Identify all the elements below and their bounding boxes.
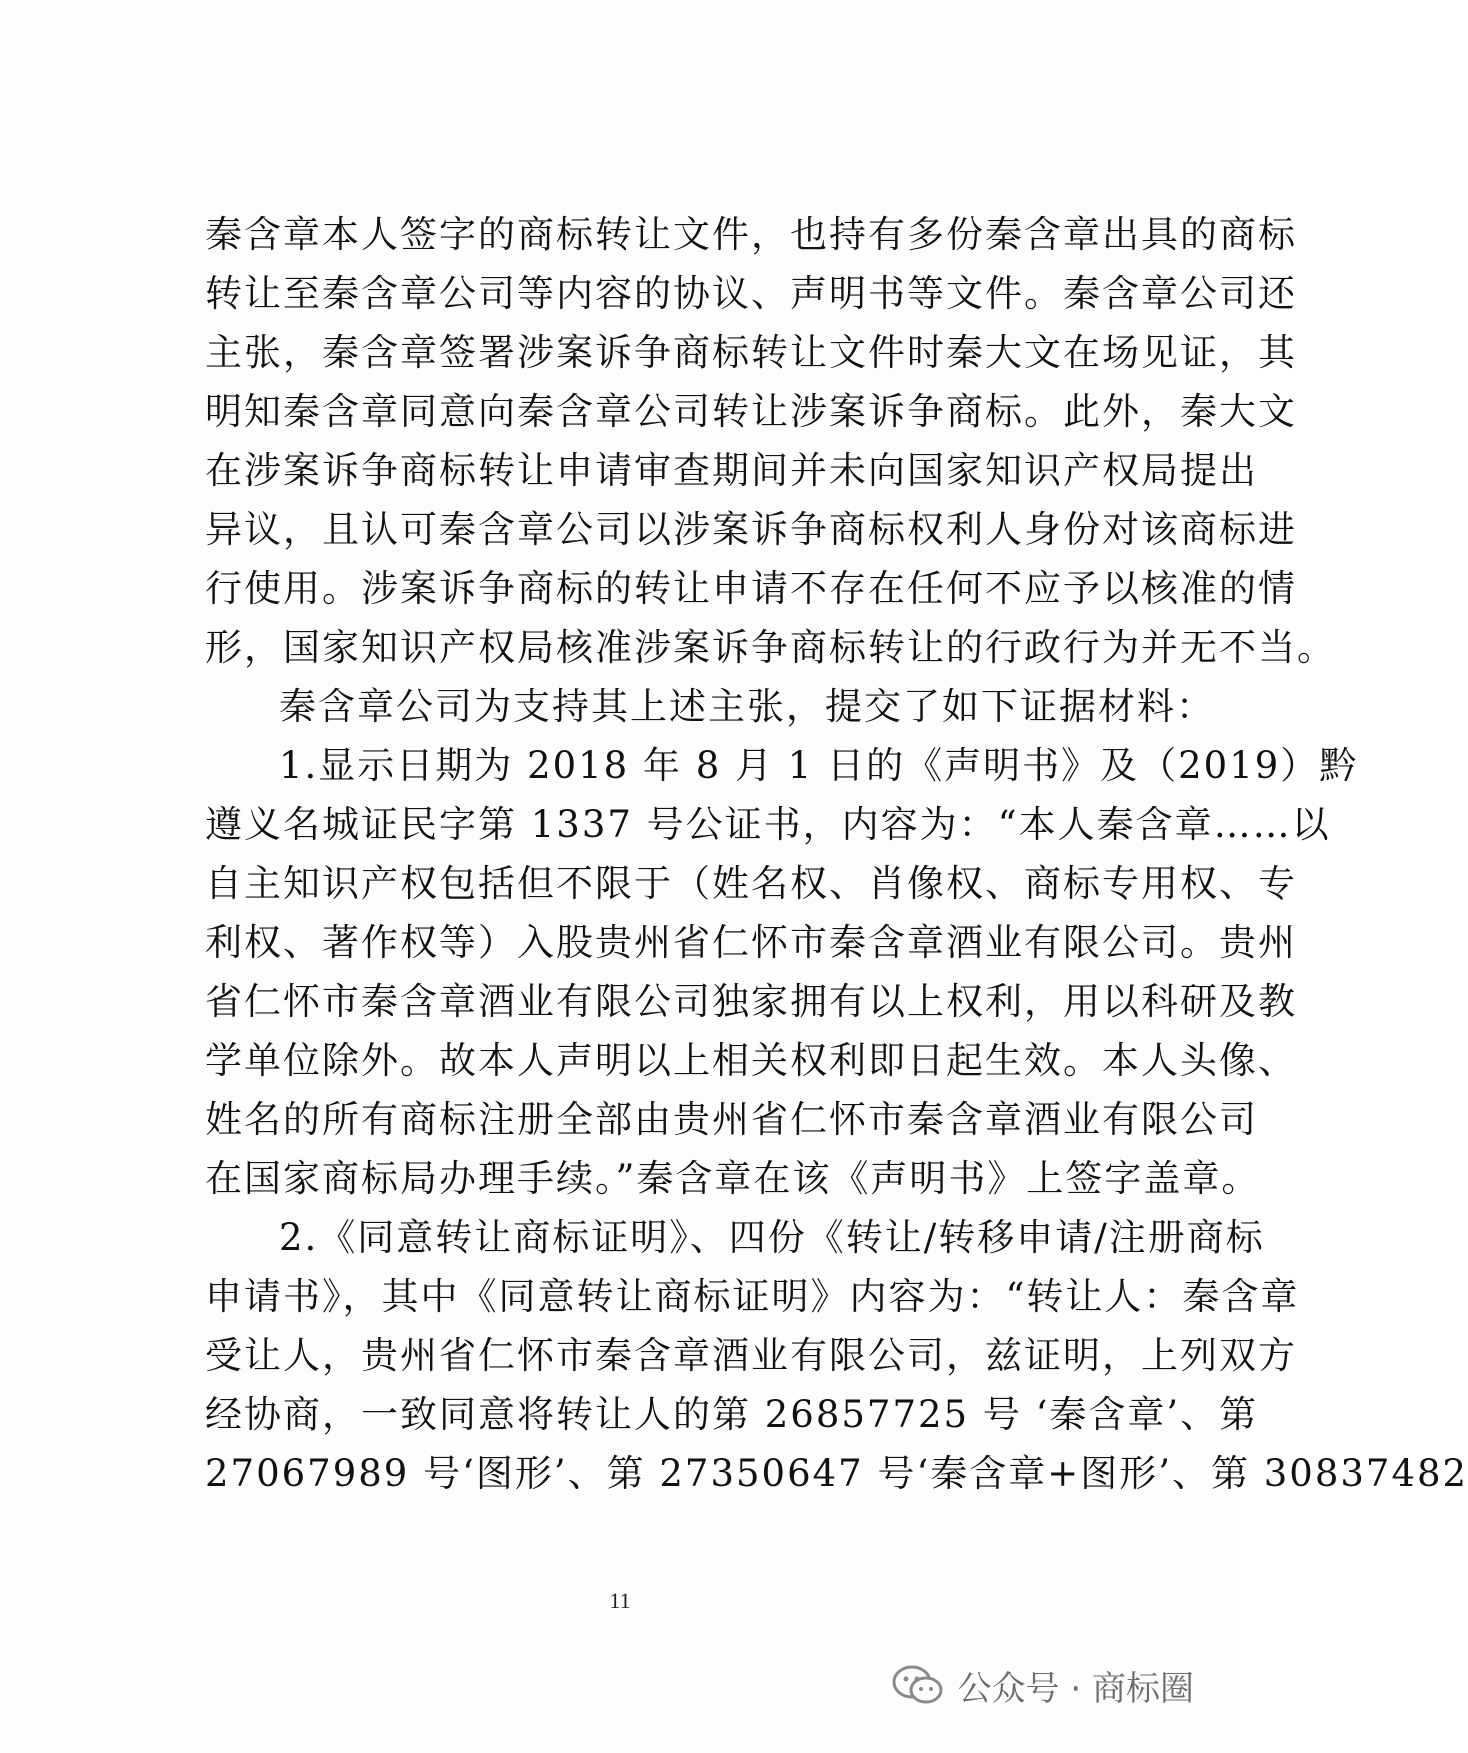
- text-line: 转让至秦含章公司等内容的协议、声明书等文件。秦含章公司还: [205, 272, 1297, 315]
- text-line: 形，国家知识产权局核准涉案诉争商标转让的行政行为并无不当。: [205, 626, 1336, 669]
- text-line: 受让人，贵州省仁怀市秦含章酒业有限公司，兹证明，上列双方: [205, 1334, 1297, 1377]
- account-watermark: [890, 1658, 1194, 1712]
- text-line: 异议，且认可秦含章公司以涉案诉争商标权利人身份对该商标进: [205, 508, 1297, 551]
- text-line: 行使用。涉案诉争商标的转让申请不存在任何不应予以核准的情: [205, 567, 1297, 610]
- page-number: 11: [609, 1588, 631, 1613]
- wechat-icon: [890, 1662, 946, 1708]
- text-line: 遵义名城证民字第 1337 号公证书，内容为：“本人秦含章……以: [205, 803, 1331, 846]
- text-line: 自主知识产权包括但不限于（姓名权、肖像权、商标专用权、专: [205, 862, 1297, 905]
- document-body: [205, 205, 1468, 1503]
- text-line: 1.显示日期为 2018 年 8 月 1 日的《声明书》及（2019）黔: [279, 744, 1359, 787]
- text-line: 27067989 号‘图形’、第 27350647 号‘秦含章+图形’、第 30837482: [205, 1452, 1468, 1495]
- text-line: 秦含章公司为支持其上述主张，提交了如下证据材料：: [279, 685, 1215, 728]
- text-line: 姓名的所有商标注册全部由贵州省仁怀市秦含章酒业有限公司: [205, 1098, 1258, 1141]
- text-line: 学单位除外。故本人声明以上相关权利即日起生效。本人头像、: [205, 1039, 1297, 1082]
- text-line: 经协商，一致同意将转让人的第 26857725 号 ‘秦含章’、第: [205, 1393, 1259, 1436]
- text-line: 在国家商标局办理手续。”秦含章在该《声明书》上签字盖章。: [205, 1157, 1261, 1200]
- text-line: 主张，秦含章签署涉案诉争商标转让文件时秦大文在场见证，其: [205, 331, 1297, 374]
- text-line: 明知秦含章同意向秦含章公司转让涉案诉争商标。此外，秦大文: [205, 390, 1297, 433]
- text-line: 秦含章本人签字的商标转让文件，也持有多份秦含章出具的商标: [205, 213, 1297, 256]
- text-line: 利权、著作权等）入股贵州省仁怀市秦含章酒业有限公司。贵州: [205, 921, 1297, 964]
- text-line: 在涉案诉争商标转让申请审查期间并未向国家知识产权局提出: [205, 449, 1258, 492]
- watermark-text: 公众号 · 商标圈: [957, 1668, 1194, 1709]
- text-line: 申请书》，其中《同意转让商标证明》内容为：“转让人：秦含章: [205, 1275, 1300, 1318]
- text-line: 省仁怀市秦含章酒业有限公司独家拥有以上权利，用以科研及教: [205, 980, 1297, 1023]
- text-line: 2.《同意转让商标证明》、四份《转让/转移申请/注册商标: [279, 1216, 1265, 1259]
